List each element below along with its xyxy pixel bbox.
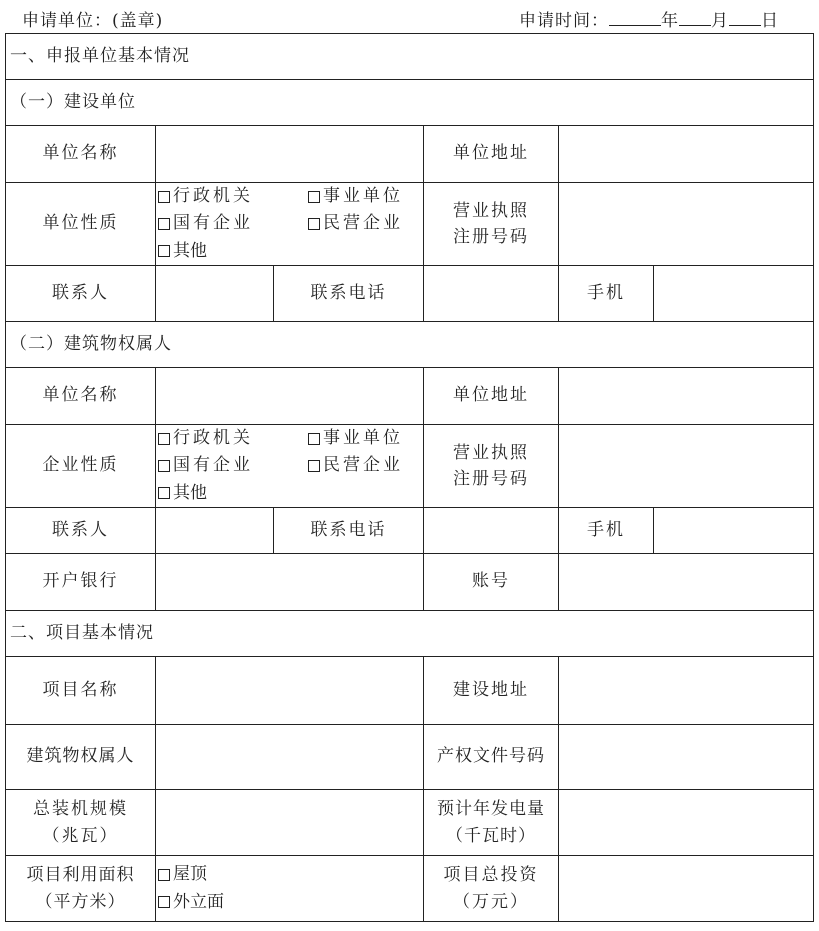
sub1-phone-label: 联系电话: [274, 266, 424, 322]
section1-header-row: [6, 34, 814, 80]
generation-label-line1: 预计年发电量: [437, 799, 545, 820]
owner-row: [6, 725, 814, 790]
sub1-unit-address-field[interactable]: [559, 126, 814, 183]
project-name-row: [6, 657, 814, 725]
investment-field[interactable]: [559, 856, 814, 922]
option-label: 事业单位: [323, 186, 403, 207]
option-label: 事业单位: [323, 428, 403, 449]
sub1-license-label: [424, 183, 559, 266]
area-label: [6, 856, 156, 922]
option-label: 民营企业: [323, 213, 403, 234]
license-label-line1: 营业执照: [453, 442, 529, 463]
area-label-line1: 项目利用面积: [26, 865, 135, 886]
day-label: 日: [761, 11, 779, 31]
sub2-option-other[interactable]: [158, 480, 207, 507]
section2-header-row: [6, 611, 814, 657]
sub1-unit-row: [6, 126, 814, 183]
sub1-nature-row: [6, 183, 814, 266]
sub1-unit-name-field[interactable]: [156, 126, 424, 183]
sub2-option-gov[interactable]: [158, 425, 308, 452]
application-form-table: [5, 33, 814, 922]
sub2-unit-name-field[interactable]: [156, 368, 424, 425]
sub1-option-other[interactable]: [158, 238, 207, 265]
sub2-bank-label: 开户银行: [6, 554, 156, 611]
option-label: 外立面: [173, 891, 224, 912]
sub2-phone-label: 联系电话: [274, 508, 424, 554]
sub1-option-private[interactable]: [308, 210, 403, 237]
sub1-option-institution[interactable]: [308, 183, 403, 210]
sub1-header-row: [6, 80, 814, 126]
sub1-unit-name-label: 单位名称: [6, 126, 156, 183]
sub2-unit-address-label: 单位地址: [424, 368, 559, 425]
doc-number-label: 产权文件号码: [424, 725, 559, 790]
checkbox-icon[interactable]: [158, 896, 170, 908]
sub2-option-state[interactable]: [158, 452, 308, 479]
license-label-line2: 注册号码: [453, 227, 529, 247]
capacity-row: [6, 790, 814, 856]
sub2-unit-name-label: 单位名称: [6, 368, 156, 425]
project-name-field[interactable]: [156, 657, 424, 725]
sub2-license-label: [424, 425, 559, 508]
investment-label-line2: （万元）: [453, 891, 529, 912]
option-facade[interactable]: [158, 889, 224, 916]
checkbox-icon[interactable]: [308, 191, 320, 203]
checkbox-icon[interactable]: [158, 869, 170, 881]
sub1-contact-label: 联系人: [6, 266, 156, 322]
license-label-line1: 营业执照: [453, 200, 529, 221]
sub1-mobile-field[interactable]: [654, 266, 814, 322]
sub2-contact-row: [6, 508, 814, 554]
area-row: [6, 856, 814, 922]
capacity-field[interactable]: [156, 790, 424, 856]
sub2-nature-row: [6, 425, 814, 508]
investment-label: [424, 856, 559, 922]
sub2-mobile-field[interactable]: [654, 508, 814, 554]
sub1-contact-row: [6, 266, 814, 322]
sub2-nature-options: [156, 425, 424, 508]
checkbox-icon[interactable]: [158, 245, 170, 257]
applicant-label: 申请单位：(盖章): [22, 11, 164, 31]
capacity-label-line2: （兆瓦）: [42, 825, 119, 846]
option-label: 行政机关: [173, 428, 253, 449]
sub1-license-field[interactable]: [559, 183, 814, 266]
sub1-unit-address-label: 单位地址: [424, 126, 559, 183]
sub2-account-label: 账号: [424, 554, 559, 611]
option-label: 其他: [173, 240, 207, 261]
sub2-bank-field[interactable]: [156, 554, 424, 611]
sub1-phone-field[interactable]: [424, 266, 559, 322]
option-roof[interactable]: [158, 861, 207, 888]
sub2-mobile-label: 手机: [559, 508, 654, 554]
checkbox-icon[interactable]: [308, 433, 320, 445]
sub2-option-private[interactable]: [308, 452, 403, 479]
sub2-unit-row: [6, 368, 814, 425]
generation-label-line2: （千瓦时）: [446, 825, 536, 846]
sub1-mobile-label: 手机: [559, 266, 654, 322]
sub2-contact-field[interactable]: [156, 508, 274, 554]
day-blank[interactable]: [729, 9, 761, 26]
sub1-nature-options: [156, 183, 424, 266]
checkbox-icon[interactable]: [308, 460, 320, 472]
year-label: 年: [661, 11, 679, 31]
generation-label: [424, 790, 559, 856]
section1-title: 一、申报单位基本情况: [6, 34, 814, 80]
sub2-unit-address-field[interactable]: [559, 368, 814, 425]
option-label: 行政机关: [173, 186, 253, 207]
owner-field[interactable]: [156, 725, 424, 790]
sub2-header-row: [6, 322, 814, 368]
area-label-line2: （平方米）: [35, 891, 126, 912]
generation-field[interactable]: [559, 790, 814, 856]
sub2-bank-row: [6, 554, 814, 611]
sub1-contact-field[interactable]: [156, 266, 274, 322]
sub2-enterprise-nature-label: 企业性质: [6, 425, 156, 508]
area-options: [156, 856, 424, 922]
option-label: 国有企业: [173, 213, 253, 234]
sub2-contact-label: 联系人: [6, 508, 156, 554]
capacity-label: [6, 790, 156, 856]
owner-label: 建筑物权属人: [6, 725, 156, 790]
license-label-line2: 注册号码: [453, 469, 529, 489]
checkbox-icon[interactable]: [158, 487, 170, 499]
sub2-license-field[interactable]: [559, 425, 814, 508]
checkbox-icon[interactable]: [158, 433, 170, 445]
checkbox-icon[interactable]: [158, 191, 170, 203]
year-blank[interactable]: [609, 9, 661, 26]
month-label: 月: [711, 11, 729, 31]
sub2-phone-field[interactable]: [424, 508, 559, 554]
build-address-label: 建设地址: [424, 657, 559, 725]
project-name-label: 项目名称: [6, 657, 156, 725]
capacity-label-line1: 总装机规模: [33, 799, 128, 820]
checkbox-icon[interactable]: [158, 218, 170, 230]
build-address-field[interactable]: [559, 657, 814, 725]
sub2-title: （二）建筑物权属人: [6, 322, 814, 368]
application-date: [519, 6, 779, 31]
sub1-unit-nature-label: 单位性质: [6, 183, 156, 266]
checkbox-icon[interactable]: [158, 460, 170, 472]
sub1-title: （一）建设单位: [6, 80, 814, 126]
option-label: 民营企业: [323, 455, 403, 476]
sub1-option-state[interactable]: [158, 210, 308, 237]
option-label: 屋顶: [173, 864, 207, 885]
sub1-option-gov[interactable]: [158, 183, 308, 210]
option-label: 其他: [173, 482, 207, 503]
checkbox-icon[interactable]: [308, 218, 320, 230]
sub2-option-institution[interactable]: [308, 425, 403, 452]
section2-title: 二、项目基本情况: [6, 611, 814, 657]
month-blank[interactable]: [679, 9, 711, 26]
date-label: 申请时间：: [519, 11, 609, 31]
sub2-account-field[interactable]: [559, 554, 814, 611]
doc-number-field[interactable]: [559, 725, 814, 790]
option-label: 国有企业: [173, 455, 253, 476]
investment-label-line1: 项目总投资: [443, 865, 539, 886]
